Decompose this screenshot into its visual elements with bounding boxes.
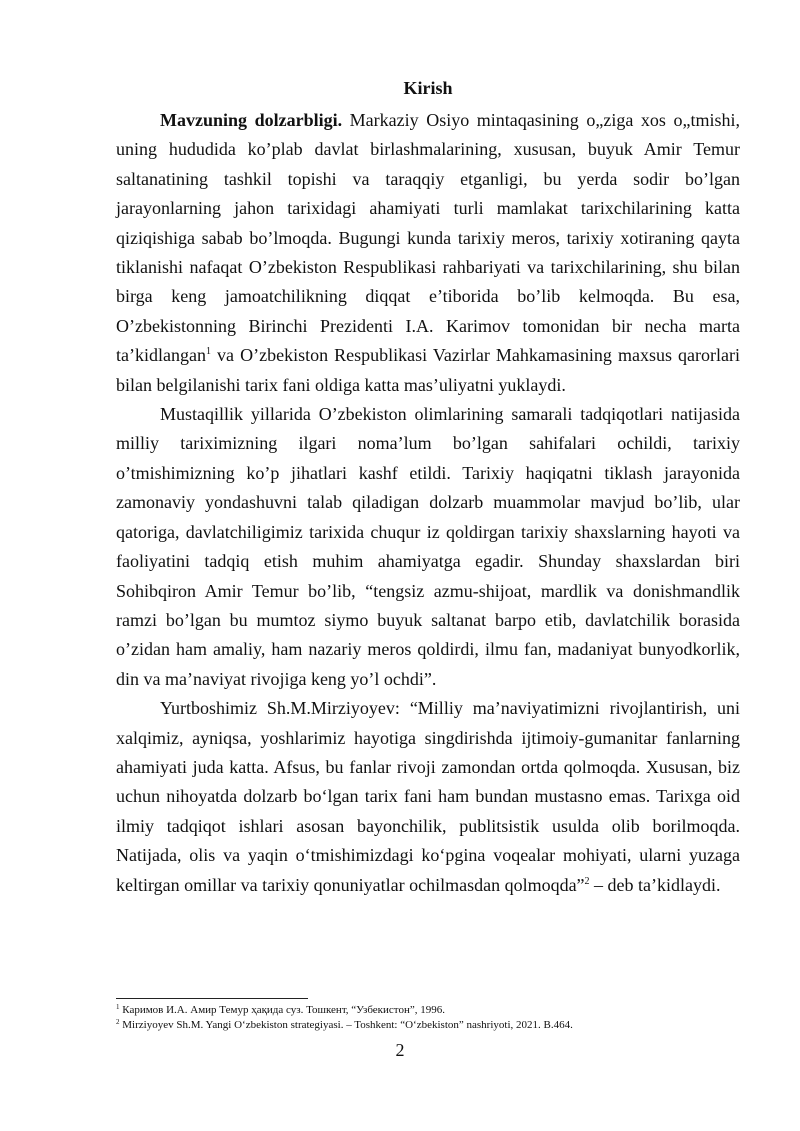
footnote-marker: 1 <box>116 1003 120 1011</box>
paragraph-text: Markaziy Osiyo mintaqasining o„ziga xos o„tmishi, uning hududida ko’plab davlat birlashmalarining, xususan, buyuk Amir Temur saltanatining tashkil topishi va taraqqiy etganligi, bu yerda sodir bo’lgan jarayonlarning jahon tarixidagi ahamiyati turli mamlakat tarixchilarining katta qiziqishiga sabab bo’lmoqda. Bugungi kunda tarixiy meros, tarixiy xotiraning qayta tiklanishi nafaqat O’zbekiston Respublikasi rahbariyati va tarixchilarining, shu bilan birga keng jamoatchilikning diqqat e’tiborida bo’lib kelmoqda. Bu esa, O’zbekistonning Birinchi Prezidenti I.A. Karimov tomonidan bir necha marta ta’kidlangan <box>116 110 740 366</box>
paragraph-text: va O’zbekiston Respublikasi Vazirlar Mahkamasining maxsus qarorlari bilan belgilanishi tarix fani oldiga katta mas’uliyatni yuklaydi. <box>116 345 740 395</box>
footnote-2 <box>116 1018 740 1033</box>
footnote-reference-1[interactable]: 1 <box>205 346 211 358</box>
paragraph-president-quote <box>116 694 740 900</box>
footnotes <box>116 1003 740 1033</box>
footnote-text: Mirziyoyev Sh.M. Yangi O‘zbekiston strategiyasi. – Toshkent: “O‘zbekiston” nashriyoti, 2021. B.464. <box>119 1019 573 1031</box>
footnote-reference-2[interactable]: 2 <box>584 875 590 887</box>
paragraph-relevance <box>116 106 740 400</box>
footnote-text: Каримов И.А. Амир Темур ҳақида суз. Тошкент, “Узбекистон”, 1996. <box>119 1004 445 1016</box>
footnote-marker: 2 <box>116 1018 120 1026</box>
page-number: 2 <box>395 1040 405 1060</box>
paragraph-text: – deb ta’kidlaydi. <box>589 874 721 895</box>
paragraph-text: Yurtboshimiz Sh.M.Mirziyoyev: “Milliy ma’naviyatimizni rivojlantirish, uni xalqimiz, ayniqsa, yoshlarimiz hayotiga singdirishda ijtimoiy-gumanitar fanlarning ahamiyati juda katta. Afsus, bu fanlar rivoji zamondan ortda qolmoqda. Xususan, biz uchun nihoyatda dolzarb bo‘lgan tarix fani ham bundan mustasno emas. Tarixga oid ilmiy tadqiqot ishlari asosan bayonchilik, publitsistik usulda olib borilmoqda. Natijada, olis va yaqin o‘tmishimizdagi ko‘pgina voqealar mohiyati, ularni yuzaga keltirgan omillar va tarixiy qonuniyatlar ochilmasdan qolmoqda” <box>116 698 740 895</box>
paragraph-independence: Mustaqillik yillarida O’zbekiston olimlarining samarali tadqiqotlari natijasida milliy tariximizning ilgari noma’lum bo’lgan sahifalari ochildi, tarixiy o’tmishimizning ko’p jihatlari kashf etildi. Tarixiy haqiqatni tiklash jarayonida zamonaviy yondashuvni talab qiladigan dolzarb muammolar mavjud bo’lib, ular qatoriga, davlatchiligimiz tarixida chuqur iz qoldirgan tarixiy shaxslarning hayoti va faoliyatini tadqiq etish muhim ahamiyatga egadir. Shunday shaxslardan biri Sohibqiron Amir Temur bo’lib, “tengsiz azmu-shijoat, mardlik va donishmandlik ramzi bo’lgan bu mumtoz siymo buyuk saltanat barpo etib, davlatchilik borasida o’zidan ham amaliy, ham nazariy meros qoldirdi, ilmu fan, madaniyat bunyodkorlik, din va ma’naviyat rivojiga keng yo’l ochdi”. <box>116 404 740 689</box>
footnote-1 <box>116 1003 740 1018</box>
footnote-separator <box>116 998 308 999</box>
paragraph-lead-heading: Mavzuning dolzarbligi. <box>160 110 343 130</box>
document-body <box>116 78 740 900</box>
section-title: Kirish <box>403 78 453 98</box>
